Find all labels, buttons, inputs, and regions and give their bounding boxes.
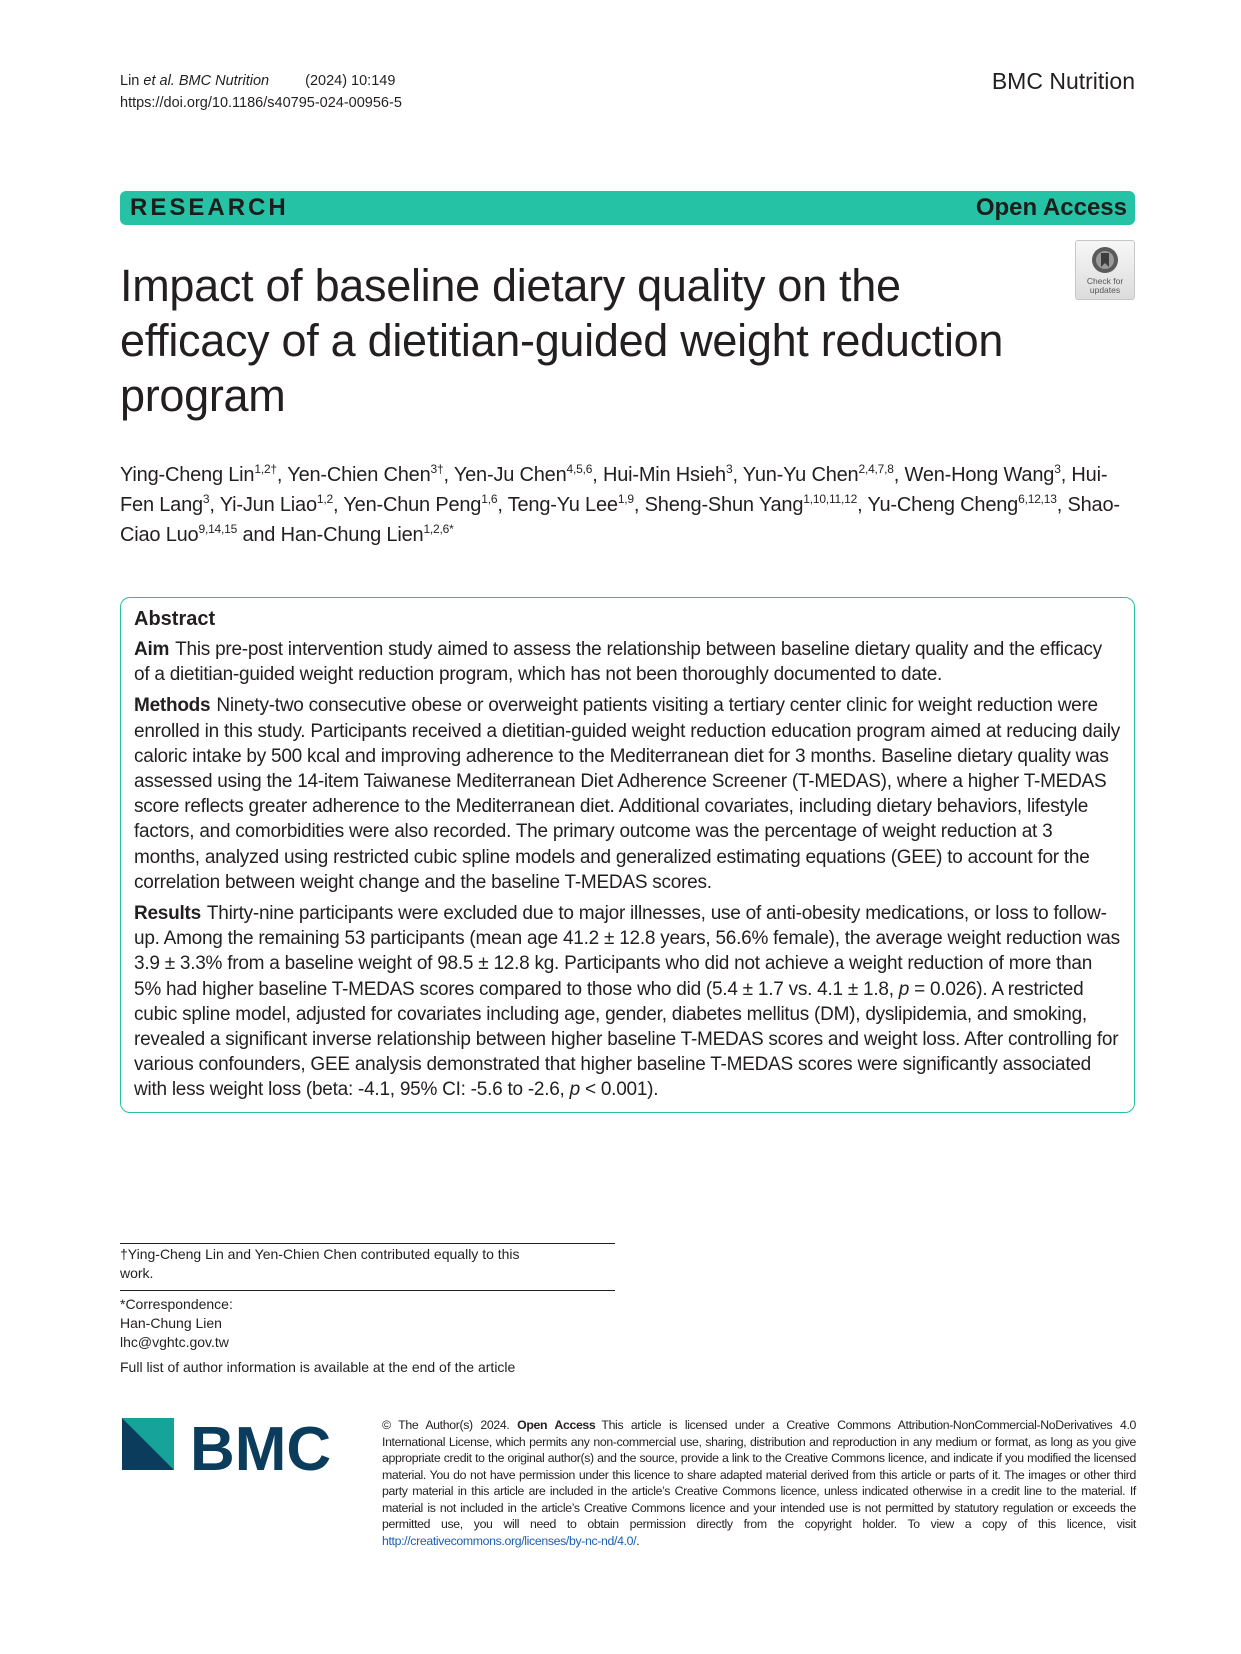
equal-contribution-note: †Ying-Cheng Lin and Yen-Chien Chen contributed equally to this work.	[120, 1246, 520, 1281]
doi-link[interactable]: https://doi.org/10.1186/s40795-024-00956-5	[120, 95, 402, 111]
author-name: Teng-Yu Lee	[507, 494, 618, 516]
check-for-updates-badge[interactable]	[1075, 240, 1135, 300]
check-updates-text: Check for updates	[1086, 276, 1124, 295]
open-access-label: Open Access	[975, 194, 1127, 221]
footnote-divider-1	[120, 1243, 615, 1244]
license-end: .	[636, 1533, 640, 1548]
license-copyright: © The Author(s) 2024.	[382, 1418, 510, 1432]
results-p-symbol-1: p	[898, 978, 910, 1000]
journal-name: BMC Nutrition	[991, 68, 1135, 94]
author-affiliation: 1,2	[316, 492, 333, 506]
author-affiliation: 3†	[430, 462, 444, 476]
abstract-methods	[134, 693, 1121, 895]
abstract-aim	[134, 637, 1121, 687]
author-name: Hui-Fen Lang	[120, 464, 1108, 516]
article-type-label: RESEARCH	[130, 194, 289, 221]
author-name: Ying-Cheng Lin	[120, 464, 255, 486]
author-name: Yen-Chun Peng	[343, 494, 482, 516]
bmc-logo	[122, 1418, 352, 1478]
author-affiliation: 1,10,11,12	[803, 492, 858, 506]
author-info-note: Full list of author information is available at the end of the article	[120, 1359, 516, 1375]
author-name: Yu-Cheng Cheng	[867, 494, 1019, 516]
results-text-1: Thirty-nine participants were excluded due to major illnesses, use of anti-obesity medications, or loss to follow-up. Among the remaining 53 participants (mean age 41.2 ± 12.8 years, 56.6% female), the average weight reduction was 3.9 ± 3.3% from a baseline weight of 98.5 ± 12.8 kg. Participants who did not achieve a weight reduction of more than 5% had higher baseline T-MEDAS scores compared to those who did (5.4 ± 1.7 vs. 4.1 ± 1.8,	[134, 903, 1120, 1000]
author-affiliation: 1,9	[617, 492, 634, 506]
article-title: Impact of baseline dietary quality on the efficacy of a dietitian-guided weight reduction program	[120, 260, 1004, 421]
results-text-3: < 0.001).	[579, 1079, 659, 1101]
author-affiliation: 1,2,6*	[423, 522, 454, 536]
header-author: Lin	[120, 73, 144, 89]
correspondence-block	[120, 1295, 233, 1352]
aim-label: Aim	[134, 639, 170, 660]
abstract-box	[120, 597, 1135, 1113]
correspondence-label: *Correspondence:	[120, 1296, 233, 1312]
author-name: Shao-Ciao Luo	[120, 494, 1120, 546]
running-header	[120, 70, 402, 114]
license-url[interactable]: http://creativecommons.org/licenses/by-nc-nd/4.0/	[382, 1533, 637, 1548]
author-affiliation: 1,2†	[254, 462, 277, 476]
author-affiliation: 1,6	[481, 492, 498, 506]
correspondence-name: Han-Chung Lien	[120, 1315, 222, 1331]
abstract-results	[134, 901, 1121, 1103]
article-type-banner	[120, 191, 1135, 225]
aim-text: This pre-post intervention study aimed to assess the relationship between baseline dietary quality and the efficacy of a dietitian-guided weight reduction program, which has not been thoroughly documented to date.	[134, 639, 1102, 686]
author-affiliation: 6,12,13	[1018, 492, 1057, 506]
methods-label: Methods	[134, 695, 211, 717]
header-year-volume: (2024) 10:149	[305, 73, 396, 89]
author-affiliation: 3	[1054, 462, 1061, 476]
citation-line	[120, 70, 402, 92]
methods-text: Ninety-two consecutive obese or overweight patients visiting a tertiary center clinic for weight reduction were enrolled in this study. Participants received a dietitian-guided weight reduction education program aimed at reducing daily caloric intake by 500 kcal and improving adherence to the Mediterranean diet for 3 months. Baseline dietary quality was assessed using the 14-item Taiwanese Mediterranean Diet Adherence Screener (T-MEDAS), where a higher T-MEDAS score reflects greater adherence to the Mediterranean diet. Additional covariates, including dietary behaviors, lifestyle factors, and comorbidities were also recorded. The primary outcome was the percentage of weight reduction at 3 months, analyzed using restricted cubic spline models and generalized estimating equations (GEE) to account for the correlation between weight change and the baseline T-MEDAS scores.	[134, 695, 1120, 893]
author-name: Yun-Yu Chen	[742, 464, 859, 486]
author-name: Yen-Chien Chen	[287, 464, 431, 486]
author-name: Sheng-Shun Yang	[644, 494, 804, 516]
author-affiliation: 3	[725, 462, 733, 476]
license-body: This article is licensed under a Creative Commons Attribution-NonCommercial-NoDerivatives 4.0 International License, which permits any non-commercial use, sharing, distribution and reproduction in any medium or format, as long as you give appropriate credit to the original author(s) and the source, provide a link to the Creative Commons licence, and indicate if you modified the licensed material. You do not have permission under this licence to share adapted material derived from this article or parts of it. The images or other third party material in this article are included in the article’s Creative Commons licence, unless indicated otherwise in a credit line to the material. If material is not included in the article’s Creative Commons licence and your intended use is not permitted by statutory regulation or exceeds the permitted use, you will need to obtain permission directly from the copyright holder. To view a copy of this licence, visit	[382, 1418, 1136, 1531]
author-affiliation: 9,14,15	[198, 522, 238, 536]
author-name: Yi-Jun Liao	[219, 494, 317, 516]
author-name: Wen-Hong Wang	[904, 464, 1055, 486]
check-updates-icon	[1090, 245, 1120, 275]
author-affiliation: 3	[202, 492, 210, 506]
results-text-2: = 0.026). A restricted cubic spline model, adjusted for covariates including age, gender, diabetes mellitus (DM), dyslipidemia, and smoking, revealed a significant inverse relationship between higher baseline T-MEDAS scores and weight loss. After controlling for various confounders, GEE analysis demonstrated that higher baseline T-MEDAS scores were significantly associated with less weight loss (beta: -4.1, 95% CI: -5.6 to -2.6,	[134, 978, 1119, 1101]
header-journal: et al. BMC Nutrition	[143, 73, 270, 89]
abstract-heading: Abstract	[134, 608, 216, 630]
results-label: Results	[134, 903, 201, 925]
results-p-symbol-2: p	[569, 1079, 580, 1101]
license-text	[382, 1417, 1136, 1549]
author-name: Hui-Min Hsieh	[602, 464, 726, 486]
footnote-divider-2	[120, 1290, 615, 1291]
author-list: Ying-Cheng Lin$^{1,2\dagger}$, Yen-Chien Chen$^{3\dagger}$, Yen-Ju Chen$^{4,5,6}$, Hui-Min Hsieh$^3$, Yun-Yu Chen$^{2,4,7,8}$, Wen-Hong Wang$^3$, Hui-Fen Lang$^3$, Yi-Jun Liao$^{1,2}$, Yen-Chun Peng$^{1,6}$, Teng-Yu Lee$^{1,9}$, Sheng-Shun Yang$^{1,10,11,12}$, Yu-Cheng Cheng$^{6,12,13}$, Shao-Ciao Luo$^{9,14,15}$ and Han-Chung Lien$^{1,2,6*}$	[120, 462, 1120, 546]
correspondence-email[interactable]: lhc@vghtc.gov.tw	[120, 1334, 229, 1350]
author-affiliation: 4,5,6	[566, 462, 593, 476]
author-name: Yen-Ju Chen	[453, 464, 567, 486]
bmc-logo-text: BMC	[190, 1418, 332, 1478]
license-open-access: Open Access	[517, 1418, 596, 1432]
author-affiliation: 2,4,7,8	[858, 462, 894, 476]
author-name: Han-Chung Lien	[280, 524, 424, 546]
